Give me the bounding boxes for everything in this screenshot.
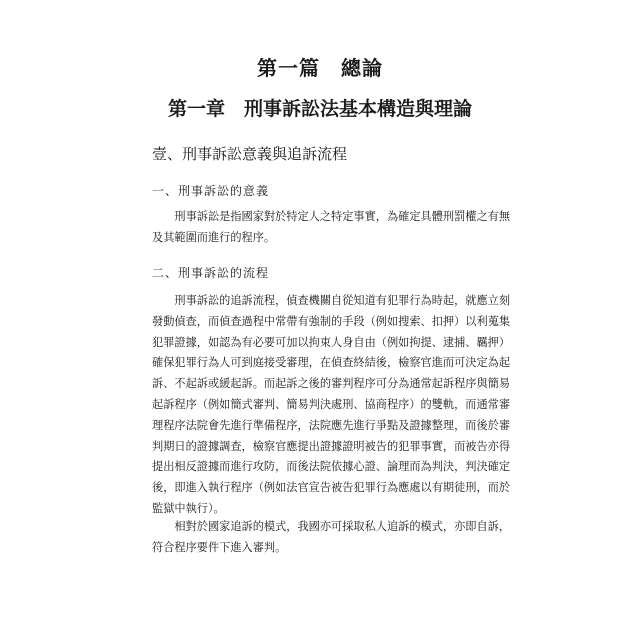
- paragraph-line: 後，即進入執行程序（例如法官宣告被告犯罪行為應處以有期徒刑，而於: [152, 481, 511, 495]
- subsection-heading-meaning: 一、刑事訴訟的意義: [152, 184, 270, 198]
- paragraph-line: 理程序法院會先進行準備程序，法院應先進行爭點及證據整理，而後於審: [152, 418, 511, 432]
- paragraph-line: 訴、不起訴或緩起訴。而起訴之後的審判程序可分為通常起訴程序與簡易: [152, 377, 511, 391]
- paragraph-line: 及其範圍而進行的程序。: [152, 230, 276, 244]
- paragraph-process: [152, 291, 512, 520]
- paragraph-line: 監獄中執行）。: [152, 501, 225, 515]
- paragraph-meaning: [152, 207, 512, 249]
- paragraph-line: 確保犯罪行為人可到庭接受審理，在偵查終結後，檢察官進而可決定為起: [152, 356, 511, 370]
- paragraph-line: 刑事訴訟是指國家對於特定人之特定事實，為確定具體刑罰權之有無: [152, 210, 511, 223]
- chapter-title: 第一章 刑事訴訟法基本構造與理論: [167, 98, 472, 120]
- subsection-heading-process: 二、刑事訴訟的流程: [152, 266, 270, 280]
- paragraph-line: 起訴程序（例如簡式審判、簡易判決處刑、協商程序）的雙軌，而通常審: [152, 397, 511, 411]
- section-title: 壹、刑事訴訟意義與追訴流程: [152, 145, 348, 163]
- paragraph-line: 犯罪證據，如認為有必要可加以拘束人身自由（例如拘提、逮捕、羈押）: [152, 335, 511, 349]
- paragraph-private-prosecution: [152, 517, 512, 559]
- paragraph-line: 提出相反證據而進行攻防，而後法院依據心證、論理而為判決，判決確定: [152, 460, 511, 474]
- paragraph-line: 相對於國家追訴的模式，我國亦可採取私人追訴的模式，亦即自訴，: [152, 520, 511, 533]
- paragraph-line: 發動偵查，而偵查過程中常帶有強制的手段（例如搜索、扣押）以利蒐集: [152, 314, 511, 328]
- part-title: 第一篇 總論: [257, 56, 383, 80]
- paragraph-line: 符合程序要件下進入審判。: [152, 540, 287, 554]
- paragraph-line: 判期日的證據調查，檢察官應提出證據證明被告的犯罪事實，而被告亦得: [152, 439, 511, 453]
- paragraph-line: 刑事訴訟的追訴流程，偵查機關自從知道有犯罪行為時起，就應立刻: [152, 294, 511, 307]
